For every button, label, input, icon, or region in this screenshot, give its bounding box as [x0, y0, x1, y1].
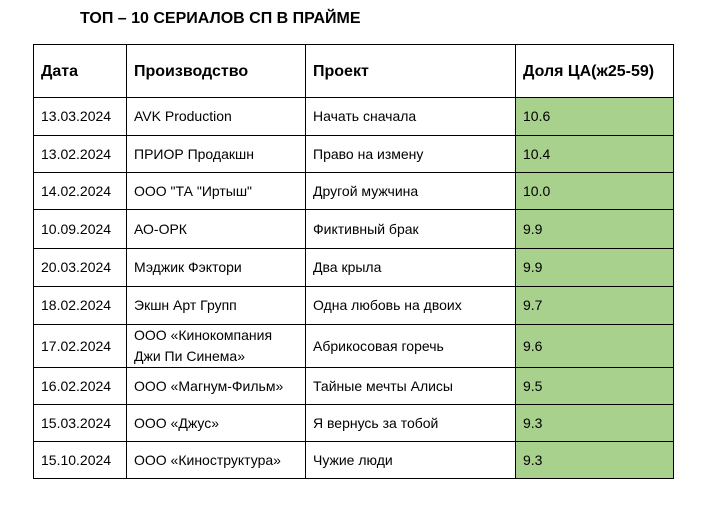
cell-date: 14.02.2024 [34, 173, 127, 210]
cell-share: 9.5 [516, 368, 674, 405]
document-title: ТОП – 10 СЕРИАЛОВ СП В ПРАЙМЕ [80, 10, 361, 27]
cell-date: 16.02.2024 [34, 368, 127, 405]
cell-producer: ООО "ТА "Иртыш" [127, 173, 306, 210]
table-row [34, 210, 674, 249]
cell-project: Тайные мечты Алисы [306, 368, 516, 405]
table-row [34, 325, 674, 368]
table-row [34, 136, 674, 173]
header-project: Проект [306, 45, 516, 98]
table-row [34, 98, 674, 136]
cell-project: Право на измену [306, 136, 516, 173]
cell-project: Два крыла [306, 249, 516, 287]
cell-project: Фиктивный брак [306, 210, 516, 249]
header-date: Дата [34, 45, 127, 98]
table-row [34, 249, 674, 287]
cell-share: 9.3 [516, 442, 674, 479]
cell-producer: ООО «Киноструктура» [127, 442, 306, 479]
cell-date: 10.09.2024 [34, 210, 127, 249]
cell-date: 18.02.2024 [34, 287, 127, 325]
cell-producer: Мэджик Фэктори [127, 249, 306, 287]
table-row [34, 442, 674, 479]
cell-producer: Экшн Арт Групп [127, 287, 306, 325]
cell-date: 13.02.2024 [34, 136, 127, 173]
cell-project: Абрикосовая горечь [306, 325, 516, 368]
cell-project: Другой мужчина [306, 173, 516, 210]
cell-date: 15.10.2024 [34, 442, 127, 479]
cell-producer: АО-ОРК [127, 210, 306, 249]
table-row [34, 287, 674, 325]
cell-date: 17.02.2024 [34, 325, 127, 368]
cell-producer: ПРИОР Продакшн [127, 136, 306, 173]
cell-project: Я вернусь за тобой [306, 405, 516, 442]
cell-producer: AVK Production [127, 98, 306, 136]
cell-share: 9.9 [516, 249, 674, 287]
cell-date: 15.03.2024 [34, 405, 127, 442]
table-row [34, 405, 674, 442]
cell-share: 9.9 [516, 210, 674, 249]
cell-date: 13.03.2024 [34, 98, 127, 136]
cell-producer: ООО «Кинокомпания Джи Пи Синема» [127, 325, 306, 368]
cell-producer: ООО «Магнум-Фильм» [127, 368, 306, 405]
top-series-table [33, 44, 674, 479]
cell-date: 20.03.2024 [34, 249, 127, 287]
cell-share: 10.6 [516, 98, 674, 136]
cell-project: Начать сначала [306, 98, 516, 136]
cell-project: Чужие люди [306, 442, 516, 479]
header-producer: Производство [127, 45, 306, 98]
table-row [34, 173, 674, 210]
header-share: Доля ЦА(ж25-59) [516, 45, 674, 98]
cell-project: Одна любовь на двоих [306, 287, 516, 325]
cell-producer: ООО «Джус» [127, 405, 306, 442]
cell-share: 9.3 [516, 405, 674, 442]
cell-share: 9.6 [516, 325, 674, 368]
table-row [34, 368, 674, 405]
cell-share: 10.4 [516, 136, 674, 173]
table-header-row [34, 45, 674, 98]
cell-share: 10.0 [516, 173, 674, 210]
cell-share: 9.7 [516, 287, 674, 325]
